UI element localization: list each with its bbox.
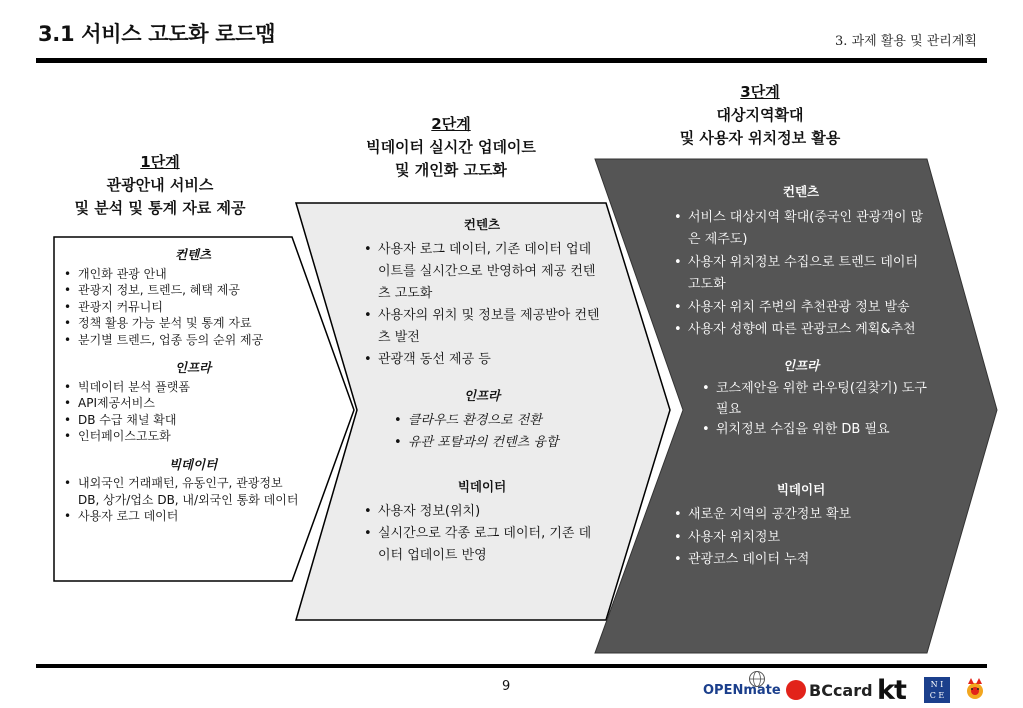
stage1-bigdata-list bbox=[62, 475, 306, 525]
list-item: • 사용자 로그 데이터 bbox=[62, 508, 306, 525]
stage3-contents-title: 컨텐츠 bbox=[782, 184, 820, 199]
stage2-bigdata-title: 빅데이터 bbox=[457, 479, 507, 494]
stage3-contents-list bbox=[672, 207, 930, 342]
stage2-bigdata-section bbox=[362, 476, 602, 567]
page-number: 9 bbox=[502, 679, 511, 694]
stage3-bigdata-section bbox=[672, 479, 930, 572]
stage3-infra-title: 인프라 bbox=[782, 357, 820, 373]
stage2-contents-list bbox=[362, 239, 602, 371]
list-item: • 사용자 로그 데이터, 기존 데이터 업데이트를 실시간으로 반영하여 제공 컨텐츠 고도화 bbox=[362, 239, 602, 305]
stage2-infra-list bbox=[392, 410, 602, 454]
openmate-logo-text: OPENmate bbox=[703, 682, 781, 698]
stage3-title-line2: 및 사용자 위치정보 활용 bbox=[679, 129, 841, 147]
openmate-logo bbox=[703, 676, 781, 704]
stage3-infra-list bbox=[700, 379, 930, 441]
stage2-infra-section bbox=[362, 385, 602, 454]
footer-rule bbox=[36, 664, 987, 668]
list-item: • 위치정보 수집을 위한 DB 필요 bbox=[700, 420, 930, 441]
stage3-number: 3단계 bbox=[740, 83, 780, 101]
list-item: • 빅데이터 분석 플랫폼 bbox=[62, 379, 324, 396]
list-item: • 사용자의 위치 및 정보를 제공받아 컨텐츠 발전 bbox=[362, 305, 602, 349]
list-item: • 코스제안을 위한 라우팅(길찾기) 도구 필요 bbox=[700, 379, 930, 420]
stage1-panel bbox=[62, 247, 324, 525]
stage3-bigdata-title: 빅데이터 bbox=[776, 481, 826, 497]
globe-icon bbox=[747, 670, 767, 688]
kt-logo bbox=[877, 676, 906, 704]
stage1-contents-section bbox=[62, 247, 324, 348]
stage1-infra-title: 인프라 bbox=[174, 360, 212, 375]
stage2-number: 2단계 bbox=[431, 115, 471, 133]
stage3-contents-section bbox=[672, 181, 930, 342]
list-item: • 내외국인 거래패턴, 유동인구, 관광정보 DB, 상가/업소 DB, 내/외국인 통화 데이터 bbox=[62, 475, 306, 508]
stage3-title-line1: 대상지역확대 bbox=[716, 106, 804, 124]
list-item: • 사용자 위치정보 수집으로 트렌드 데이터 고도화 bbox=[672, 252, 930, 297]
stage1-bigdata-section bbox=[62, 457, 324, 525]
mascot-icon bbox=[962, 676, 988, 704]
list-item: • DB 수급 채널 확대 bbox=[62, 412, 324, 429]
nice-logo-box: N I C E bbox=[924, 677, 950, 703]
list-item: • 관광코스 데이터 누적 bbox=[672, 549, 930, 572]
stage1-title-line1: 관광안내 서비스 bbox=[106, 176, 214, 194]
list-item: • 유관 포탈과의 컨텐츠 융합 bbox=[392, 432, 602, 454]
stage2-title-line2: 및 개인화 고도화 bbox=[395, 161, 507, 179]
stage1-bigdata-title: 빅데이터 bbox=[168, 456, 218, 472]
stage1-title-line2: 및 분석 및 통계 자료 제공 bbox=[74, 199, 246, 217]
stage2-contents-title: 컨텐츠 bbox=[463, 217, 501, 232]
list-item: • 정책 활용 가능 분석 및 통계 자료 bbox=[62, 315, 324, 332]
list-item: • 개인화 관광 안내 bbox=[62, 266, 324, 283]
list-item: • 인터페이스고도화 bbox=[62, 428, 324, 445]
stage2-bigdata-list bbox=[362, 501, 602, 567]
stage2-infra-title: 인프라 bbox=[463, 388, 501, 403]
list-item: • 사용자 성향에 따른 관광코스 계획&추천 bbox=[672, 319, 930, 342]
stage1-infra-list bbox=[62, 379, 324, 445]
stage3-infra-section bbox=[672, 356, 930, 441]
list-item: • 분기별 트렌드, 업종 등의 순위 제공 bbox=[62, 332, 324, 349]
page-title: 3.1 서비스 고도화 로드맵 bbox=[38, 22, 276, 46]
list-item: • 관광객 동선 제공 등 bbox=[362, 349, 602, 371]
stage1-number: 1단계 bbox=[140, 153, 180, 171]
stage1-infra-section bbox=[62, 360, 324, 445]
stage1-contents-title: 컨텐츠 bbox=[174, 247, 212, 262]
stage2-contents-section bbox=[362, 214, 602, 371]
kt-logo-text: kt bbox=[877, 674, 906, 706]
bccard-logo bbox=[786, 676, 873, 704]
list-item: • 관광지 정보, 트렌드, 혜택 제공 bbox=[62, 282, 324, 299]
list-item: • 사용자 위치정보 bbox=[672, 527, 930, 550]
list-item: • 실시간으로 각종 로그 데이터, 기존 데이터 업데이트 반영 bbox=[362, 523, 602, 567]
bccard-mark-icon bbox=[786, 680, 806, 700]
list-item: • 서비스 대상지역 확대(중국인 관광객이 많은 제주도) bbox=[672, 207, 930, 252]
stage3-panel bbox=[672, 181, 930, 572]
list-item: • 사용자 위치 주변의 추천관광 정보 발송 bbox=[672, 297, 930, 320]
stage2-panel bbox=[362, 214, 602, 567]
list-item: • 사용자 정보(위치) bbox=[362, 501, 602, 523]
stage2-title-line1: 빅데이터 실시간 업데이트 bbox=[366, 138, 536, 156]
mascot-logo bbox=[962, 676, 988, 704]
list-item: • 관광지 커뮤니티 bbox=[62, 299, 324, 316]
bccard-logo-text: BCcard bbox=[809, 680, 873, 700]
section-reference: 3. 과제 활용 및 관리계획 bbox=[835, 34, 977, 49]
stage3-bigdata-list bbox=[672, 504, 930, 572]
list-item: • 클라우드 환경으로 전환 bbox=[392, 410, 602, 432]
stage1-contents-list bbox=[62, 266, 324, 349]
nice-logo bbox=[924, 676, 950, 704]
list-item: • API제공서비스 bbox=[62, 395, 324, 412]
list-item: • 새로운 지역의 공간정보 확보 bbox=[672, 504, 930, 527]
